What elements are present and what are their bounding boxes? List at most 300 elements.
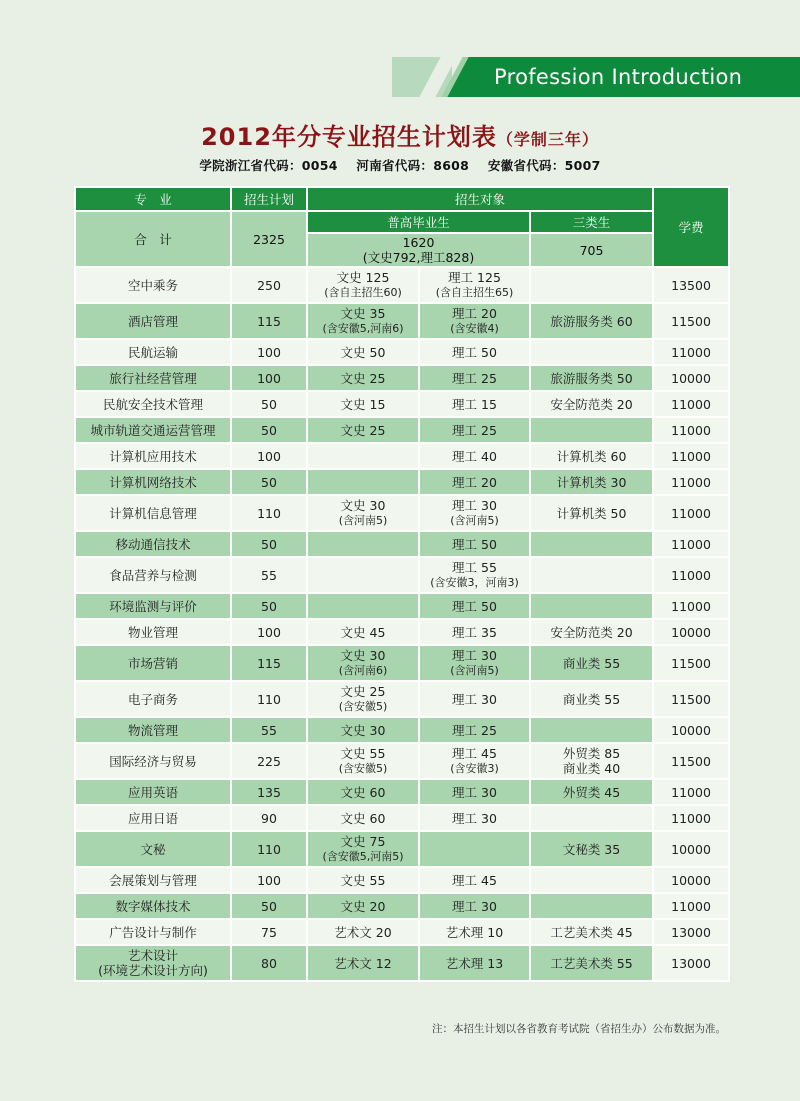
cell-science — [419, 619, 530, 645]
cell-plan — [231, 417, 307, 443]
arts-quota-note: (含安徽5) — [338, 700, 388, 713]
table-row — [75, 717, 729, 743]
cell-science — [419, 867, 530, 893]
major-name: 酒店管理 — [127, 313, 178, 329]
cell-science — [419, 557, 530, 593]
fee-value: 11500 — [671, 691, 711, 707]
cell-major — [75, 593, 231, 619]
fee-value: 13000 — [671, 955, 711, 971]
cell-plan — [231, 531, 307, 557]
fee-value: 11000 — [671, 505, 711, 521]
cell-fee — [653, 945, 729, 981]
science-quota: 理工 35 — [452, 624, 497, 640]
cell-major — [75, 893, 231, 919]
science-quota-note: (含自主招生65) — [435, 286, 514, 299]
plan-value: 50 — [261, 396, 277, 412]
cell-third — [530, 443, 653, 469]
science-quota: 理工 125 — [448, 270, 501, 285]
cell-fee — [653, 267, 729, 303]
cell-arts — [307, 831, 419, 867]
cell-fee — [653, 645, 729, 681]
fee-value: 11500 — [671, 753, 711, 769]
cell-science — [419, 391, 530, 417]
science-quota: 理工 25 — [452, 422, 497, 438]
fee-value: 11000 — [671, 474, 711, 490]
cell-science — [419, 831, 530, 867]
cell-fee — [653, 743, 729, 779]
table-row — [75, 557, 729, 593]
science-quota: 理工 30 — [452, 784, 497, 800]
cell-plan — [231, 619, 307, 645]
science-quota: 理工 50 — [452, 536, 497, 552]
plan-value: 110 — [257, 691, 281, 707]
cell-fee — [653, 417, 729, 443]
cell-plan — [231, 805, 307, 831]
fee-value: 11000 — [671, 567, 711, 583]
table-row — [75, 619, 729, 645]
cell-arts — [307, 805, 419, 831]
total-general-value: 1620 — [402, 235, 435, 250]
cell-third — [530, 339, 653, 365]
third-quota: 安全防范类 20 — [550, 396, 633, 412]
cell-arts — [307, 531, 419, 557]
header-third: 三类生 — [530, 211, 653, 233]
cell-arts — [307, 593, 419, 619]
cell-third — [530, 919, 653, 945]
cell-science — [419, 717, 530, 743]
major-name: 物业管理 — [127, 624, 178, 640]
cell-fee — [653, 495, 729, 531]
total-third: 705 — [530, 233, 653, 267]
science-quota: 理工 30 — [452, 898, 497, 914]
cell-arts — [307, 619, 419, 645]
cell-plan — [231, 339, 307, 365]
cell-arts — [307, 717, 419, 743]
cell-plan — [231, 919, 307, 945]
table-row — [75, 919, 729, 945]
cell-plan — [231, 779, 307, 805]
table-row — [75, 893, 729, 919]
science-quota: 理工 45 — [452, 746, 497, 761]
plan-value: 50 — [261, 898, 277, 914]
cell-science — [419, 339, 530, 365]
major-name: 数字媒体技术 — [115, 898, 191, 914]
banner-title: Profession Introduction — [494, 65, 743, 89]
cell-arts — [307, 303, 419, 339]
table-row — [75, 365, 729, 391]
table-row — [75, 443, 729, 469]
cell-major — [75, 831, 231, 867]
plan-value: 55 — [261, 722, 277, 738]
table-row — [75, 681, 729, 717]
third-quota: 工艺美术类 45 — [550, 924, 633, 940]
header-row-2 — [75, 211, 729, 233]
science-quota: 艺术理 13 — [445, 955, 504, 971]
cell-third — [530, 531, 653, 557]
cell-major — [75, 469, 231, 495]
fee-value: 13000 — [671, 924, 711, 940]
cell-major — [75, 391, 231, 417]
fee-value: 11000 — [671, 810, 711, 826]
arts-quota: 文史 75 — [340, 834, 386, 849]
table-row — [75, 805, 729, 831]
third-quota: 商业类 55 — [562, 655, 621, 671]
third-quota: 计算机类 60 — [556, 448, 627, 464]
header-row-1 — [75, 187, 729, 211]
arts-quota: 文史 55 — [340, 872, 386, 888]
province-codes — [0, 156, 800, 174]
cell-arts — [307, 645, 419, 681]
major-name-detail: (环境艺术设计方向) — [98, 963, 208, 978]
cell-science — [419, 469, 530, 495]
cell-major — [75, 443, 231, 469]
science-quota: 理工 50 — [452, 598, 497, 614]
cell-third — [530, 805, 653, 831]
cell-fee — [653, 805, 729, 831]
arts-quota-note: (含安徽5,河南5) — [322, 850, 404, 863]
major-name: 环境监测与评价 — [109, 598, 197, 614]
arts-quota-note: (含河南5) — [338, 514, 388, 527]
fee-value: 11000 — [671, 898, 711, 914]
cell-fee — [653, 303, 729, 339]
section-banner — [392, 57, 800, 97]
arts-quota: 文史 25 — [340, 370, 386, 386]
science-quota: 理工 30 — [452, 498, 497, 513]
plan-value: 100 — [257, 624, 281, 640]
table-row — [75, 645, 729, 681]
science-quota: 理工 20 — [452, 474, 497, 490]
plan-value: 50 — [261, 536, 277, 552]
cell-arts — [307, 779, 419, 805]
cell-arts — [307, 365, 419, 391]
cell-plan — [231, 557, 307, 593]
cell-arts — [307, 557, 419, 593]
arts-quota-note: (含自主招生60) — [324, 286, 402, 299]
arts-quota: 艺术文 12 — [334, 955, 392, 971]
table-row — [75, 469, 729, 495]
major-name: 电子商务 — [127, 691, 178, 707]
fee-value: 10000 — [671, 722, 711, 738]
cell-fee — [653, 867, 729, 893]
major-name: 计算机应用技术 — [109, 448, 197, 464]
plan-value: 50 — [261, 474, 277, 490]
cell-major — [75, 495, 231, 531]
cell-arts — [307, 495, 419, 531]
science-quota: 理工 50 — [452, 344, 497, 360]
cell-plan — [231, 893, 307, 919]
cell-fee — [653, 717, 729, 743]
fee-value: 11000 — [671, 536, 711, 552]
major-name: 旅行社经营管理 — [109, 370, 197, 386]
total-general-detail: (文史792,理工828) — [362, 250, 475, 265]
plan-value: 75 — [261, 924, 277, 940]
cell-third — [530, 267, 653, 303]
cell-third — [530, 867, 653, 893]
cell-third — [530, 557, 653, 593]
major-name: 应用英语 — [127, 784, 178, 800]
science-quota: 理工 45 — [452, 872, 497, 888]
total-plan: 2325 — [231, 211, 307, 267]
header-fee: 学费 — [653, 187, 729, 267]
plan-value: 80 — [261, 955, 277, 971]
cell-major — [75, 303, 231, 339]
major-name: 空中乘务 — [127, 277, 178, 293]
cell-major — [75, 945, 231, 981]
cell-arts — [307, 867, 419, 893]
cell-plan — [231, 681, 307, 717]
cell-science — [419, 267, 530, 303]
arts-quota: 文史 30 — [340, 648, 386, 663]
third-quota: 安全防范类 20 — [550, 624, 633, 640]
cell-arts — [307, 339, 419, 365]
cell-arts — [307, 417, 419, 443]
table-row — [75, 743, 729, 779]
cell-fee — [653, 531, 729, 557]
plan-value: 115 — [257, 313, 281, 329]
third-quota: 外贸类 45 — [562, 784, 621, 800]
science-quota: 艺术理 10 — [445, 924, 504, 940]
third-quota-extra: 商业类 40 — [562, 761, 621, 776]
fee-value: 10000 — [671, 841, 711, 857]
plan-value: 90 — [261, 810, 277, 826]
total-general — [307, 233, 530, 267]
cell-fee — [653, 469, 729, 495]
plan-value: 250 — [257, 277, 281, 293]
cell-plan — [231, 495, 307, 531]
table-row — [75, 831, 729, 867]
cell-major — [75, 681, 231, 717]
cell-third — [530, 717, 653, 743]
plan-value: 115 — [257, 655, 281, 671]
table-row — [75, 495, 729, 531]
cell-third — [530, 593, 653, 619]
cell-plan — [231, 831, 307, 867]
cell-science — [419, 805, 530, 831]
major-name: 艺术设计 — [127, 948, 178, 963]
cell-major — [75, 743, 231, 779]
fee-value: 11000 — [671, 344, 711, 360]
cell-major — [75, 779, 231, 805]
cell-science — [419, 743, 530, 779]
arts-quota-note: (含安徽5) — [338, 762, 388, 775]
fee-value: 11000 — [671, 422, 711, 438]
cell-major — [75, 919, 231, 945]
code-zhejiang: 学院浙江省代码：0054 — [199, 158, 338, 173]
science-quota: 理工 20 — [452, 306, 497, 321]
cell-science — [419, 443, 530, 469]
plan-value: 55 — [261, 567, 277, 583]
cell-fee — [653, 681, 729, 717]
cell-fee — [653, 593, 729, 619]
cell-third — [530, 391, 653, 417]
cell-major — [75, 867, 231, 893]
cell-third — [530, 365, 653, 391]
header-target: 招生对象 — [307, 187, 653, 211]
fee-value: 11500 — [671, 313, 711, 329]
arts-quota: 文史 55 — [340, 746, 386, 761]
cell-science — [419, 417, 530, 443]
science-quota: 理工 30 — [452, 810, 497, 826]
third-quota: 旅游服务类 50 — [550, 370, 633, 386]
plan-value: 50 — [261, 598, 277, 614]
cell-plan — [231, 469, 307, 495]
arts-quota: 文史 20 — [340, 898, 386, 914]
total-label: 合 计 — [75, 211, 231, 267]
header-plan: 招生计划 — [231, 187, 307, 211]
cell-science — [419, 495, 530, 531]
page-title — [0, 117, 800, 152]
major-name: 广告设计与制作 — [109, 924, 197, 940]
cell-plan — [231, 867, 307, 893]
third-quota: 旅游服务类 60 — [550, 313, 633, 329]
code-henan: 河南省代码：8608 — [356, 158, 470, 173]
science-quota: 理工 30 — [452, 691, 497, 707]
arts-quota: 文史 60 — [340, 810, 386, 826]
cell-arts — [307, 743, 419, 779]
cell-science — [419, 893, 530, 919]
science-quota-note: (含安徽3，河南3) — [430, 576, 519, 589]
major-name: 物流管理 — [127, 722, 178, 738]
cell-science — [419, 531, 530, 557]
science-quota: 理工 55 — [452, 560, 497, 575]
arts-quota-note: (含安徽5,河南6) — [322, 322, 404, 335]
cell-plan — [231, 365, 307, 391]
plan-value: 110 — [257, 505, 281, 521]
cell-third — [530, 469, 653, 495]
science-quota: 理工 15 — [452, 396, 497, 412]
fee-value: 11000 — [671, 598, 711, 614]
plan-value: 100 — [257, 872, 281, 888]
header-general: 普高毕业生 — [307, 211, 530, 233]
major-name: 民航运输 — [127, 344, 178, 360]
enrollment-plan-table — [74, 186, 730, 982]
cell-third — [530, 417, 653, 443]
science-quota: 理工 25 — [452, 370, 497, 386]
arts-quota: 文史 30 — [340, 722, 386, 738]
cell-plan — [231, 945, 307, 981]
cell-plan — [231, 743, 307, 779]
major-name: 市场营销 — [127, 655, 178, 671]
cell-fee — [653, 391, 729, 417]
science-quota-note: (含安徽3) — [450, 762, 499, 775]
cell-third — [530, 619, 653, 645]
fee-value: 11000 — [671, 396, 711, 412]
cell-plan — [231, 267, 307, 303]
arts-quota: 文史 125 — [336, 270, 390, 285]
cell-science — [419, 919, 530, 945]
third-quota: 计算机类 50 — [556, 505, 627, 521]
fee-value: 10000 — [671, 370, 711, 386]
table-row — [75, 593, 729, 619]
arts-quota: 文史 15 — [340, 396, 386, 412]
cell-third — [530, 645, 653, 681]
page-title-main: 2012年分专业招生计划表 — [201, 123, 497, 151]
science-quota-note: (含安徽4) — [450, 322, 499, 335]
cell-arts — [307, 469, 419, 495]
table-row — [75, 531, 729, 557]
cell-major — [75, 557, 231, 593]
cell-third — [530, 495, 653, 531]
third-quota: 文秘类 35 — [562, 841, 621, 857]
cell-fee — [653, 619, 729, 645]
cell-arts — [307, 267, 419, 303]
cell-arts — [307, 443, 419, 469]
arts-quota: 文史 45 — [340, 624, 386, 640]
cell-arts — [307, 681, 419, 717]
cell-fee — [653, 443, 729, 469]
footnote: 注：本招生计划以各省教育考试院（省招生办）公布数据为准。 — [432, 1023, 726, 1035]
major-name: 应用日语 — [127, 810, 178, 826]
cell-science — [419, 779, 530, 805]
science-quota: 理工 25 — [452, 722, 497, 738]
arts-quota: 文史 35 — [340, 306, 386, 321]
cell-third — [530, 893, 653, 919]
cell-major — [75, 339, 231, 365]
cell-third — [530, 831, 653, 867]
cell-science — [419, 681, 530, 717]
cell-third — [530, 743, 653, 779]
table-row — [75, 339, 729, 365]
third-quota: 计算机类 30 — [556, 474, 627, 490]
cell-science — [419, 365, 530, 391]
science-quota-note: (含河南5) — [450, 664, 499, 677]
plan-value: 135 — [257, 784, 281, 800]
fee-value: 11500 — [671, 655, 711, 671]
cell-arts — [307, 391, 419, 417]
cell-third — [530, 303, 653, 339]
plan-value: 50 — [261, 422, 277, 438]
arts-quota: 文史 25 — [340, 422, 386, 438]
cell-plan — [231, 717, 307, 743]
table-row — [75, 303, 729, 339]
major-name: 计算机网络技术 — [109, 474, 197, 490]
cell-arts — [307, 919, 419, 945]
cell-fee — [653, 339, 729, 365]
major-name: 食品营养与检测 — [109, 567, 197, 583]
third-quota: 商业类 55 — [562, 691, 621, 707]
plan-value: 110 — [257, 841, 281, 857]
cell-fee — [653, 831, 729, 867]
cell-fee — [653, 893, 729, 919]
header-major: 专 业 — [75, 187, 231, 211]
science-quota-note: (含河南5) — [450, 514, 499, 527]
cell-fee — [653, 365, 729, 391]
arts-quota: 文史 30 — [340, 498, 386, 513]
third-quota: 外贸类 85 — [562, 746, 621, 761]
cell-major — [75, 531, 231, 557]
cell-science — [419, 593, 530, 619]
cell-plan — [231, 645, 307, 681]
cell-fee — [653, 779, 729, 805]
table-row — [75, 945, 729, 981]
cell-fee — [653, 919, 729, 945]
fee-value: 11000 — [671, 784, 711, 800]
arts-quota: 文史 50 — [340, 344, 386, 360]
science-quota: 理工 30 — [452, 648, 497, 663]
cell-science — [419, 945, 530, 981]
major-name: 文秘 — [140, 841, 166, 857]
cell-major — [75, 417, 231, 443]
cell-major — [75, 365, 231, 391]
fee-value: 10000 — [671, 624, 711, 640]
major-name: 国际经济与贸易 — [109, 753, 197, 769]
cell-third — [530, 945, 653, 981]
table-row — [75, 391, 729, 417]
fee-value: 10000 — [671, 872, 711, 888]
arts-quota: 艺术文 20 — [334, 924, 392, 940]
third-quota: 工艺美术类 55 — [550, 955, 633, 971]
arts-quota: 文史 60 — [340, 784, 386, 800]
